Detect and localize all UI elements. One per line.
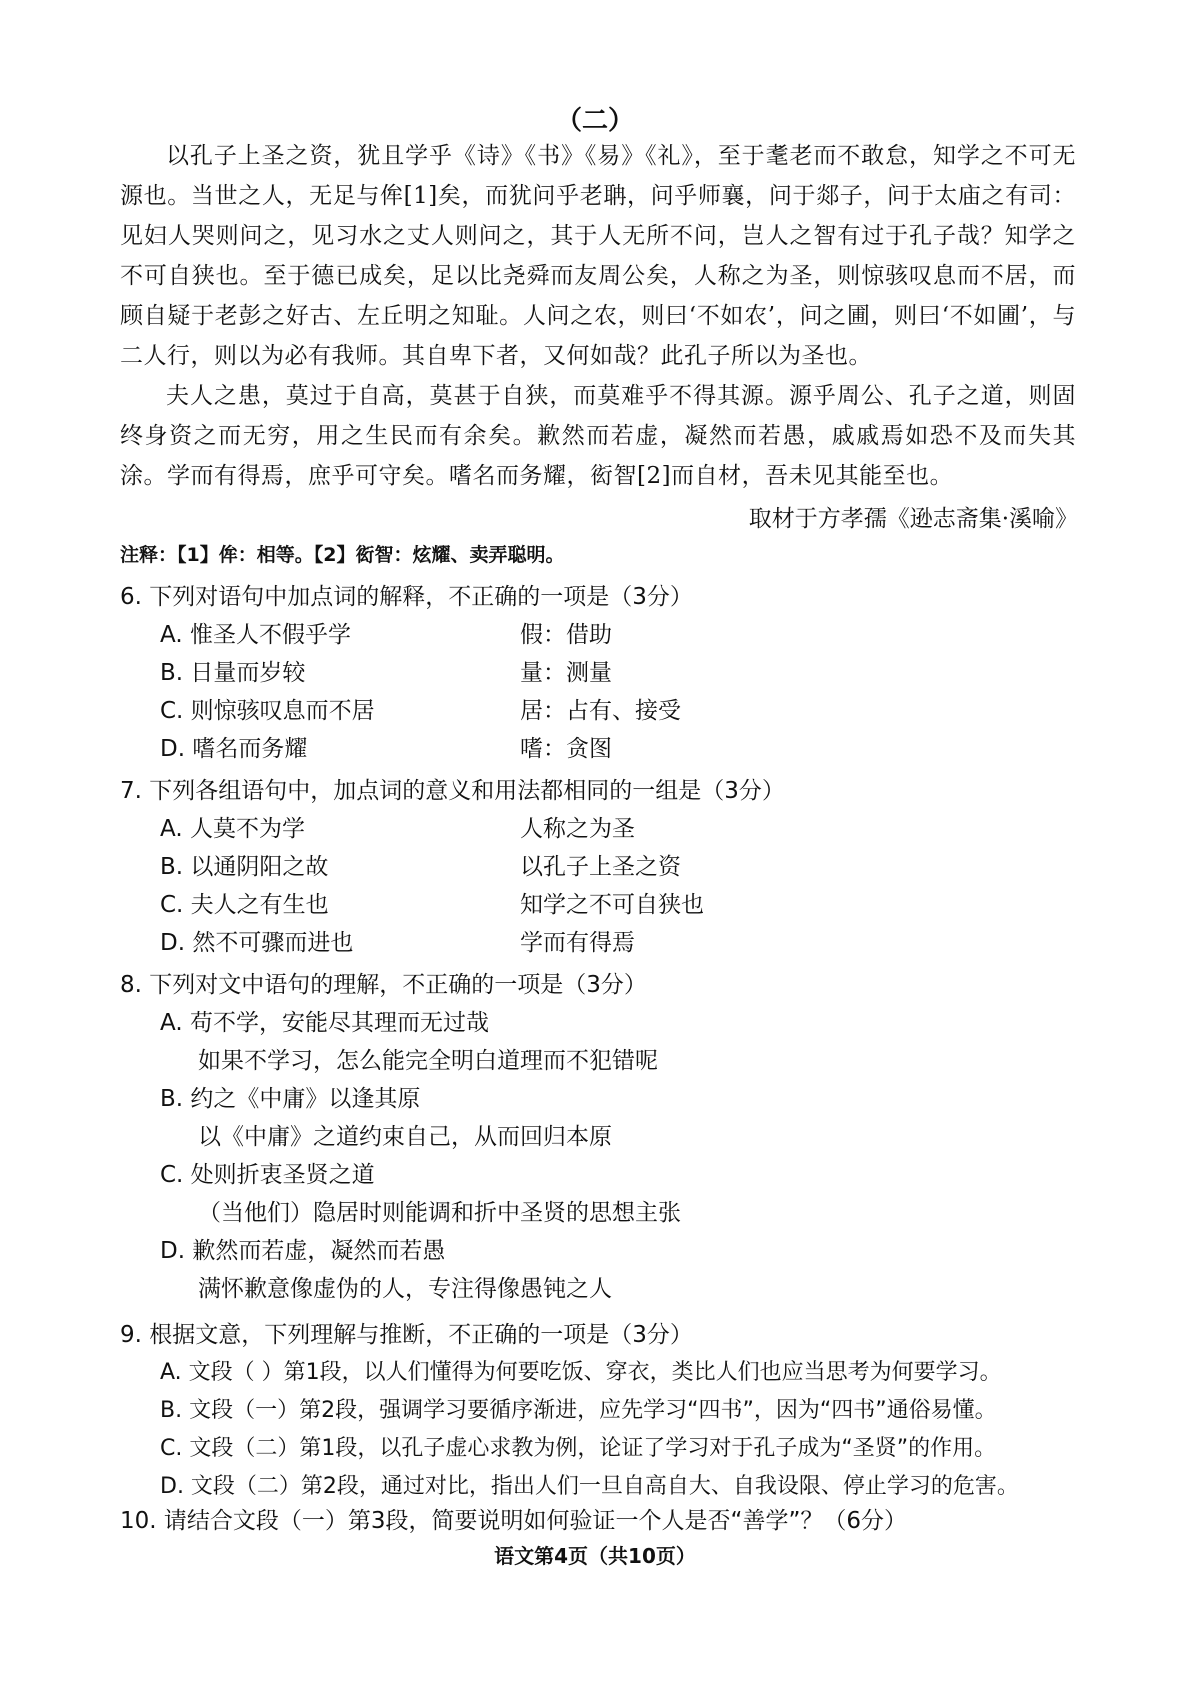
option-explanation: 嗜：贪图 (520, 736, 612, 762)
option-sentence: D. 歉然而若虚，凝然而若愚 (160, 1238, 446, 1264)
question-6 (120, 578, 1080, 768)
passage-paragraph-2 (120, 376, 1076, 496)
option-sentence-right: 学而有得焉 (520, 930, 635, 956)
option-d[interactable] (120, 1232, 1080, 1308)
option-sentence-left: D. 然不可骤而进也 (160, 930, 354, 956)
option-d[interactable] (120, 730, 1080, 768)
option-sentence-left: C. 夫人之有生也 (160, 892, 329, 918)
option-c[interactable] (120, 692, 1080, 730)
option-sentence: B. 约之《中庸》以逢其原 (160, 1086, 421, 1112)
question-10 (120, 1502, 1080, 1540)
option-translation: 满怀歉意像虚伪的人，专注得像愚钝之人 (198, 1276, 612, 1302)
question-9 (120, 1316, 1080, 1506)
option-a[interactable]: A. 文段（ ）第1段，以人们懂得为何要吃饭、穿衣，类比人们也应当思考为何要学习。 (160, 1360, 1002, 1385)
option-explanation: 量：测量 (520, 660, 612, 686)
passage-text: 以孔子上圣之资，犹且学乎《诗》《书》《易》《礼》，至于耄老而不敢怠，知学之不可无源也。当世之人，无足与侔[1]矣，而犹问乎老聃，问乎师襄，问于郯子，问于太庙之有司：见妇人哭则问之，见习水之丈人则问之，其于人无所不问，岂人之智有过于孔子哉？知学之不可自狭也。至于德已成矣，足以比尧舜而友周公矣，人称之为圣，则惊骇叹息而不居，而顾自疑于老彭之好古、左丘明之知耻。人问之农，则曰‘不如农’，问之圃，则曰‘不如圃’，与二人行，则以为必有我师。其自卑下者，又何如哉？此孔子所以为圣也。 (120, 143, 1076, 369)
passage-source: 取材于方孝孺《逊志斋集·溪喻》 (748, 506, 1078, 532)
option-b[interactable] (120, 848, 1080, 886)
option-sentence: A. 惟圣人不假乎学 (160, 622, 351, 648)
question-stem: 10. 请结合文段（一）第3段，简要说明如何验证一个人是否“善学”？（6分） (120, 1508, 907, 1534)
option-explanation: 假：借助 (520, 622, 612, 648)
option-sentence: B. 日量而岁较 (160, 660, 306, 686)
question-8 (120, 966, 1080, 1308)
option-sentence-right: 以孔子上圣之资 (520, 854, 681, 880)
option-translation: （当他们）隐居时则能调和折中圣贤的思想主张 (198, 1200, 681, 1226)
option-sentence-right: 人称之为圣 (520, 816, 635, 842)
passage-paragraph-1 (120, 136, 1076, 376)
option-d[interactable]: D. 文段（二）第2段，通过对比，指出人们一旦自高自大、自我设限、停止学习的危害。 (160, 1474, 1019, 1499)
option-c[interactable]: C. 文段（二）第1段，以孔子虚心求教为例，论证了学习对于孔子成为“圣贤”的作用。 (160, 1436, 997, 1461)
option-a[interactable] (120, 616, 1080, 654)
passage-text: 夫人之患，莫过于自高，莫甚于自狭，而莫难乎不得其源。源乎周公、孔子之道，则固终身资之而无穷，用之生民而有余矣。歉然而若虚，凝然而若愚，戚戚焉如恐不及而失其涂。学而有得焉，庶乎可守矣。嗜名而务耀，衒智[2]而自材，吾未见其能至也。 (120, 383, 1076, 489)
option-c[interactable] (120, 1156, 1080, 1232)
option-sentence-left: B. 以通阴阳之故 (160, 854, 329, 880)
option-translation: 如果不学习，怎么能完全明白道理而不犯错呢 (198, 1048, 658, 1074)
option-sentence: A. 苟不学，安能尽其理而无过哉 (160, 1010, 489, 1036)
question-7 (120, 772, 1080, 962)
option-sentence: C. 则惊骇叹息而不居 (160, 698, 375, 724)
option-sentence: D. 嗜名而务耀 (160, 736, 308, 762)
option-explanation: 居：占有、接受 (520, 698, 681, 724)
option-a[interactable] (120, 1004, 1080, 1080)
option-d[interactable] (120, 924, 1080, 962)
option-a[interactable] (120, 810, 1080, 848)
option-sentence-left: A. 人莫不为学 (160, 816, 305, 842)
question-stem: 6. 下列对语句中加点词的解释，不正确的一项是（3分） (120, 584, 693, 610)
option-sentence-right: 知学之不可自狭也 (520, 892, 704, 918)
option-translation: 以《中庸》之道约束自己，从而回归本原 (198, 1124, 612, 1150)
question-stem: 8. 下列对文中语句的理解，不正确的一项是（3分） (120, 972, 647, 998)
option-b[interactable]: B. 文段（一）第2段，强调学习要循序渐进，应先学习“四书”，因为“四书”通俗易懂。 (160, 1398, 997, 1423)
question-stem: 7. 下列各组语句中，加点词的意义和用法都相同的一组是（3分） (120, 778, 785, 804)
section-heading: （二） (555, 106, 634, 136)
option-b[interactable] (120, 654, 1080, 692)
question-stem: 9. 根据文意，下列理解与推断，不正确的一项是（3分） (120, 1322, 693, 1348)
option-b[interactable] (120, 1080, 1080, 1156)
option-c[interactable] (120, 886, 1080, 924)
page-footer: 语文第4页（共10页） (494, 1544, 696, 1568)
annotation-notes: 注释：【1】侔：相等。【2】衒智：炫耀、卖弄聪明。 (120, 544, 565, 566)
option-sentence: C. 处则折衷圣贤之道 (160, 1162, 375, 1188)
